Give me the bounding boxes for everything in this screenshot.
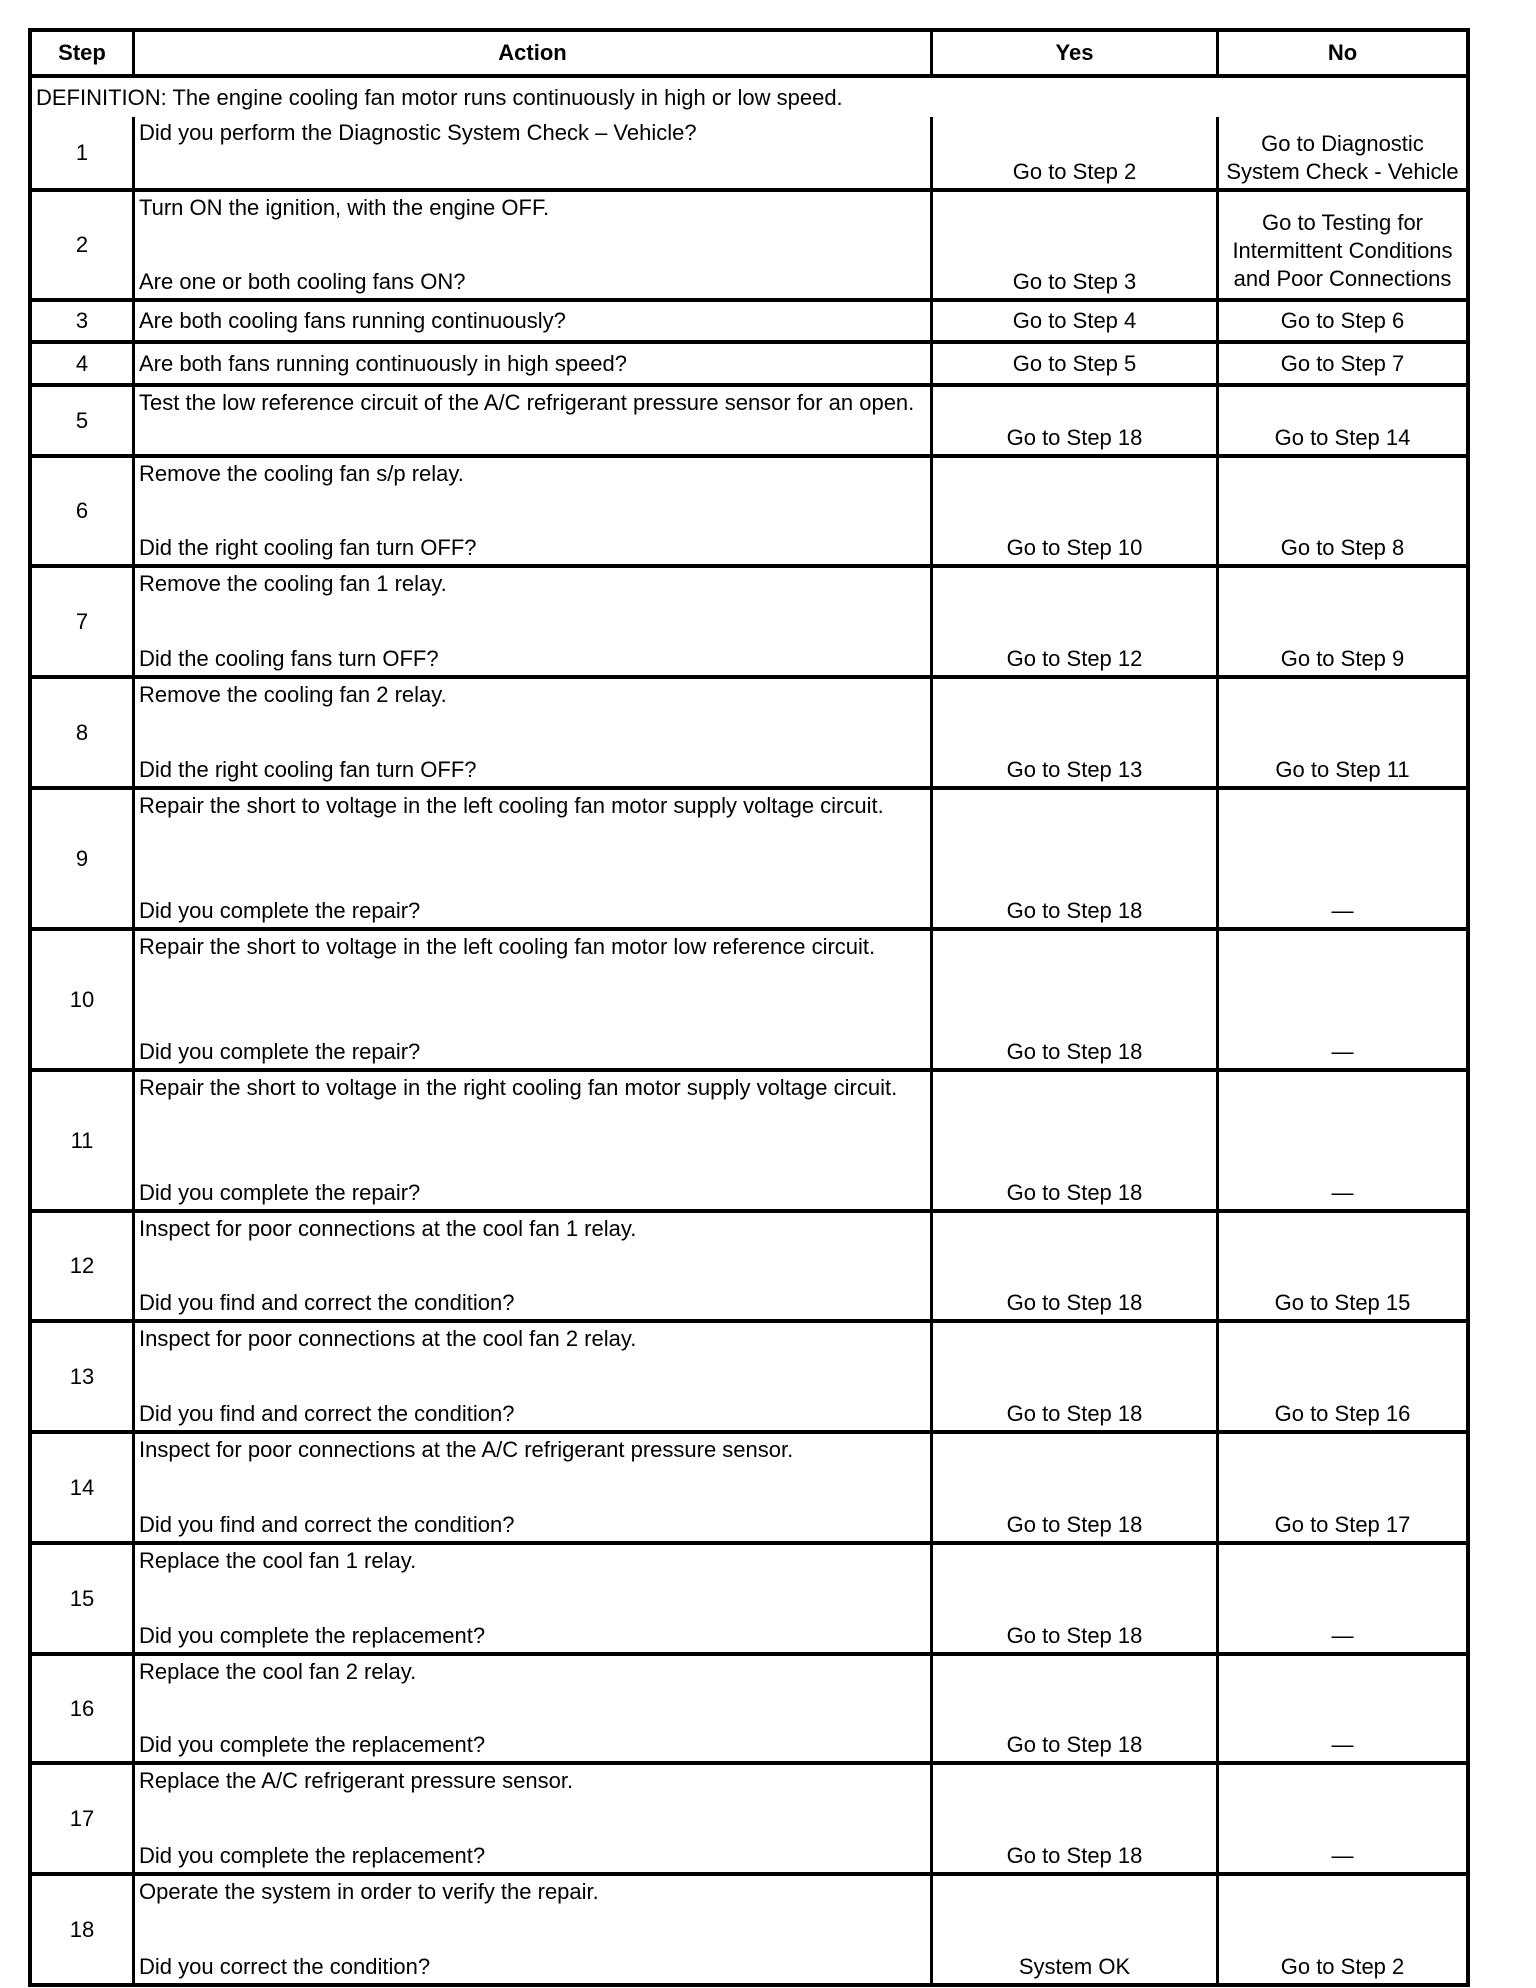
step-number: 13 <box>69 1363 95 1389</box>
yes-result: Go to Step 18 <box>930 1656 1216 1761</box>
action-text: Are both fans running continuously in high speed? <box>139 350 628 376</box>
header-action: Action <box>132 32 930 74</box>
action-question: Did you correct the condition? <box>139 1954 431 1979</box>
no-result: Go to Step 6 <box>1216 302 1466 340</box>
action-text: Remove the cooling fan 2 relay. <box>139 682 447 707</box>
action-cell <box>132 117 930 188</box>
action-cell <box>132 1765 930 1872</box>
step-number: 6 <box>75 498 89 523</box>
no-result: — <box>1216 1545 1466 1652</box>
yes-result: Go to Step 18 <box>930 1213 1216 1319</box>
action-question: Did the cooling fans turn OFF? <box>139 646 439 671</box>
action-text: Did you perform the Diagnostic System Check – Vehicle? <box>139 120 697 145</box>
header-step: Step <box>58 40 106 65</box>
action-question: Did you complete the replacement? <box>139 1843 486 1868</box>
step-number: 9 <box>75 845 89 871</box>
action-question: Did you complete the repair? <box>139 898 421 923</box>
action-text: Inspect for poor connections at the cool fan 1 relay. <box>139 1216 637 1241</box>
no-result: — <box>1216 1765 1466 1872</box>
action-question: Did you complete the replacement? <box>139 1623 486 1648</box>
table-row <box>32 564 1466 675</box>
step-number: 11 <box>70 1127 94 1153</box>
action-cell <box>132 568 930 675</box>
yes-result: Go to Step 4 <box>930 302 1216 340</box>
action-question: Are one or both cooling fans ON? <box>139 269 466 294</box>
action-cell <box>132 1213 930 1319</box>
yes-result: Go to Step 18 <box>930 790 1216 927</box>
yes-result: Go to Step 10 <box>930 458 1216 564</box>
yes-result: Go to Step 13 <box>930 679 1216 786</box>
yes-result: Go to Step 18 <box>930 1545 1216 1652</box>
action-text: Are both cooling fans running continuously? <box>139 308 566 333</box>
yes-result: System OK <box>930 1876 1216 1983</box>
table-row <box>32 340 1466 383</box>
action-text: Replace the A/C refrigerant pressure sensor. <box>139 1768 574 1793</box>
action-text: Repair the short to voltage in the left cooling fan motor low reference circuit. <box>139 934 876 959</box>
header-yes: Yes <box>930 32 1216 74</box>
table-row <box>32 786 1466 927</box>
action-cell <box>132 387 930 454</box>
action-text: Turn ON the ignition, with the engine OFF. <box>139 195 550 220</box>
table-row <box>32 1652 1466 1761</box>
step-number: 18 <box>69 1916 95 1942</box>
table-row <box>32 1068 1466 1209</box>
definition-text: DEFINITION: The engine cooling fan motor runs continuously in high or low speed. <box>36 85 843 110</box>
yes-result: Go to Step 18 <box>930 1765 1216 1872</box>
header-no: No <box>1216 32 1466 74</box>
action-cell <box>132 1876 930 1983</box>
yes-result: Go to Step 18 <box>930 387 1216 454</box>
action-cell <box>132 1434 930 1541</box>
step-number: 16 <box>69 1695 95 1721</box>
no-result: Go to Step 16 <box>1216 1323 1466 1430</box>
action-question: Did you find and correct the condition? <box>139 1512 515 1537</box>
table-row <box>32 117 1466 188</box>
table-header <box>32 32 1466 74</box>
action-text: Inspect for poor connections at the A/C refrigerant pressure sensor. <box>139 1437 794 1462</box>
table-row <box>32 454 1466 564</box>
step-number: 5 <box>75 407 89 433</box>
table-row <box>32 383 1466 454</box>
step-number: 14 <box>69 1474 95 1500</box>
action-question: Did you complete the replacement? <box>139 1732 486 1757</box>
action-text: Replace the cool fan 1 relay. <box>139 1548 417 1573</box>
table-row <box>32 1430 1466 1541</box>
no-result: Go to Step 7 <box>1216 344 1466 383</box>
action-cell <box>132 1545 930 1652</box>
action-question: Did you complete the repair? <box>139 1180 421 1205</box>
no-result: Go to Step 8 <box>1216 458 1466 564</box>
no-result: Go to Step 17 <box>1216 1434 1466 1541</box>
no-result: Go to Step 9 <box>1216 568 1466 675</box>
no-result: — <box>1216 790 1466 927</box>
action-text: Repair the short to voltage in the left cooling fan motor supply voltage circuit. <box>139 793 884 818</box>
action-question: Did the right cooling fan turn OFF? <box>139 535 477 560</box>
yes-result: Go to Step 12 <box>930 568 1216 675</box>
no-result: Go to Step 2 <box>1216 1876 1466 1983</box>
action-cell <box>132 1323 930 1430</box>
action-text: Operate the system in order to verify the repair. <box>139 1879 599 1904</box>
action-cell <box>132 931 930 1068</box>
action-question: Did you find and correct the condition? <box>139 1401 515 1426</box>
step-number: 3 <box>75 308 89 333</box>
no-result: Go to Testing for Intermittent Conditions and Poor Connections <box>1216 192 1466 298</box>
step-number: 1 <box>75 139 89 165</box>
step-number: 4 <box>75 350 89 376</box>
action-text: Inspect for poor connections at the cool fan 2 relay. <box>139 1326 637 1351</box>
yes-result: Go to Step 5 <box>930 344 1216 383</box>
no-result: Go to Diagnostic System Check - Vehicle <box>1216 117 1466 188</box>
yes-result: Go to Step 18 <box>930 1072 1216 1209</box>
definition-row <box>32 74 1466 117</box>
action-cell <box>132 1072 930 1209</box>
diagnostic-table <box>28 28 1470 1987</box>
step-number: 2 <box>75 232 89 257</box>
step-number: 15 <box>69 1585 95 1611</box>
action-text: Remove the cooling fan 1 relay. <box>139 571 447 596</box>
no-result: Go to Step 11 <box>1216 679 1466 786</box>
yes-result: Go to Step 3 <box>930 192 1216 298</box>
action-question: Did the right cooling fan turn OFF? <box>139 757 477 782</box>
table-row <box>32 675 1466 786</box>
table-row <box>32 1209 1466 1319</box>
step-number: 7 <box>75 608 89 634</box>
step-number: 12 <box>69 1253 95 1278</box>
yes-result: Go to Step 18 <box>930 1323 1216 1430</box>
no-result: Go to Step 15 <box>1216 1213 1466 1319</box>
action-cell <box>132 302 930 340</box>
step-number: 10 <box>69 986 95 1012</box>
action-question: Did you complete the repair? <box>139 1039 421 1064</box>
table-row <box>32 298 1466 340</box>
yes-result: Go to Step 18 <box>930 1434 1216 1541</box>
action-cell <box>132 1656 930 1761</box>
table-row <box>32 1541 1466 1652</box>
action-cell <box>132 679 930 786</box>
no-result: — <box>1216 1656 1466 1761</box>
table-row <box>32 1319 1466 1430</box>
action-text: Repair the short to voltage in the right cooling fan motor supply voltage circuit. <box>139 1075 898 1100</box>
action-cell <box>132 458 930 564</box>
action-text: Test the low reference circuit of the A/C refrigerant pressure sensor for an open. <box>139 390 915 415</box>
table-row <box>32 927 1466 1068</box>
step-number: 17 <box>69 1805 95 1831</box>
table-row <box>32 1872 1466 1983</box>
action-question: Did you find and correct the condition? <box>139 1290 515 1315</box>
table-row <box>32 188 1466 298</box>
table-row <box>32 1761 1466 1872</box>
action-text: Replace the cool fan 2 relay. <box>139 1659 417 1684</box>
action-cell <box>132 790 930 927</box>
yes-result: Go to Step 2 <box>930 117 1216 188</box>
step-number: 8 <box>75 719 89 745</box>
no-result: Go to Step 14 <box>1216 387 1466 454</box>
no-result: — <box>1216 931 1466 1068</box>
yes-result: Go to Step 18 <box>930 931 1216 1068</box>
action-cell <box>132 344 930 383</box>
no-result: — <box>1216 1072 1466 1209</box>
action-cell <box>132 192 930 298</box>
action-text: Remove the cooling fan s/p relay. <box>139 461 464 486</box>
